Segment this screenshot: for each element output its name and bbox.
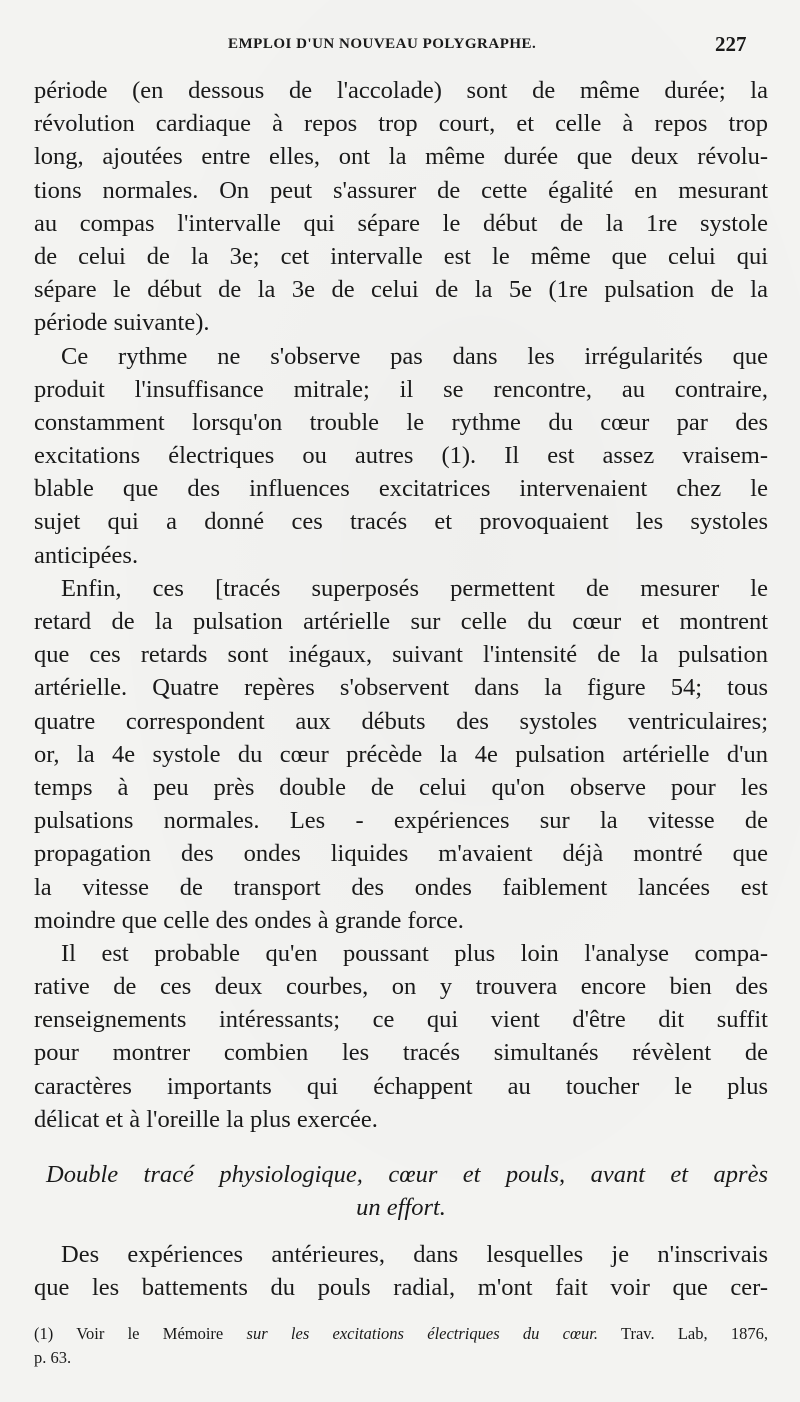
text-line: la vitesse de transport des ondes faiblement lancées est: [34, 873, 768, 901]
body-text-continued: [34, 1238, 768, 1304]
text-line: rative de ces deux courbes, on y trouvera encore bien des: [34, 973, 768, 1001]
text-line: sépare le début de la 3e de celui de la 5e (1re pulsation de la: [34, 276, 768, 304]
text-line: renseignements intéressants; ce qui vient d'être dit suffit: [34, 1006, 768, 1034]
text-line: or, la 4e systole du cœur précède la 4e pulsation artérielle d'un: [34, 740, 768, 768]
text-line: blable que des influences excitatrices intervenaient chez le: [34, 475, 768, 503]
text-line: révolution cardiaque à repos trop court, et celle à repos trop: [34, 110, 768, 138]
page-header: [0, 32, 800, 60]
text-line: propagation des ondes liquides m'avaient déjà montré que: [34, 840, 768, 868]
text-line: pour montrer combien les tracés simultanés révèlent de: [34, 1039, 768, 1067]
text-line: pulsations normales. Les - expériences sur la vitesse de: [34, 807, 768, 835]
text-line: Enfin, ces [tracés superposés permettent de mesurer le: [61, 574, 768, 602]
text-line: quatre correspondent aux débuts des systoles ventriculaires;: [34, 707, 768, 735]
text-line: moindre que celle des ondes à grande force.: [34, 906, 464, 934]
text-line: sujet qui a donné ces tracés et provoquaient les systoles: [34, 508, 768, 536]
body-text: [34, 74, 768, 1136]
text-line: Il est probable qu'en poussant plus loin l'analyse compa-: [61, 939, 768, 967]
text-line: temps à peu près double de celui qu'on observe pour les: [34, 773, 768, 801]
text-line: caractères importants qui échappent au toucher le plus: [34, 1072, 768, 1100]
text-line: excitations électriques ou autres (1). Il est assez vraisem-: [34, 442, 768, 470]
text-line: tions normales. On peut s'assurer de cette égalité en mesurant: [34, 176, 768, 204]
text-line: Ce rythme ne s'observe pas dans les irrégularités que: [61, 342, 768, 370]
footnote-line: [34, 1322, 768, 1346]
text-line: que ces retards sont inégaux, suivant l'intensité de la pulsation: [34, 641, 768, 669]
text-line: que les battements du pouls radial, m'ont fait voir que cer-: [34, 1274, 768, 1302]
text-line: artérielle. Quatre repères s'observent dans la figure 54; tous: [34, 674, 768, 702]
section-heading-line: Double tracé physiologique, cœur et pouls, avant et après: [46, 1161, 768, 1188]
footnote: [34, 1322, 768, 1370]
text-line: de celui de la 3e; cet intervalle est le même que celui qui: [34, 242, 768, 270]
text-line: Des expériences antérieures, dans lesquelles je n'inscrivais: [61, 1241, 768, 1268]
section-heading: [34, 1158, 768, 1224]
footnote-reference: Trav. Lab, 1876,: [620, 1324, 769, 1343]
section-heading-line: un effort.: [356, 1194, 446, 1221]
footnote-title: sur les excitations électriques du cœur.: [246, 1324, 598, 1343]
text-line: période suivante).: [34, 309, 210, 337]
text-line: anticipées.: [34, 541, 139, 569]
footnote-prefix: (1) Voir le Mémoire: [34, 1324, 224, 1343]
text-line: long, ajoutées entre elles, ont la même durée que deux révolu-: [34, 143, 768, 171]
text-line: retard de la pulsation artérielle sur celle du cœur et montrent: [34, 608, 768, 635]
text-line: période (en dessous de l'accolade) sont de même durée; la: [34, 77, 768, 104]
page-number: 227: [715, 32, 747, 56]
text-line: constamment lorsqu'on trouble le rythme du cœur par des: [34, 408, 768, 436]
footnote-page: p. 63.: [34, 1348, 72, 1367]
text-line: produit l'insuffisance mitrale; il se rencontre, au contraire,: [34, 375, 768, 403]
running-title: EMPLOI D'UN NOUVEAU POLYGRAPHE.: [228, 36, 537, 52]
text-line: délicat et à l'oreille la plus exercée.: [34, 1105, 378, 1133]
text-line: au compas l'intervalle qui sépare le début de la 1re systole: [34, 209, 768, 237]
